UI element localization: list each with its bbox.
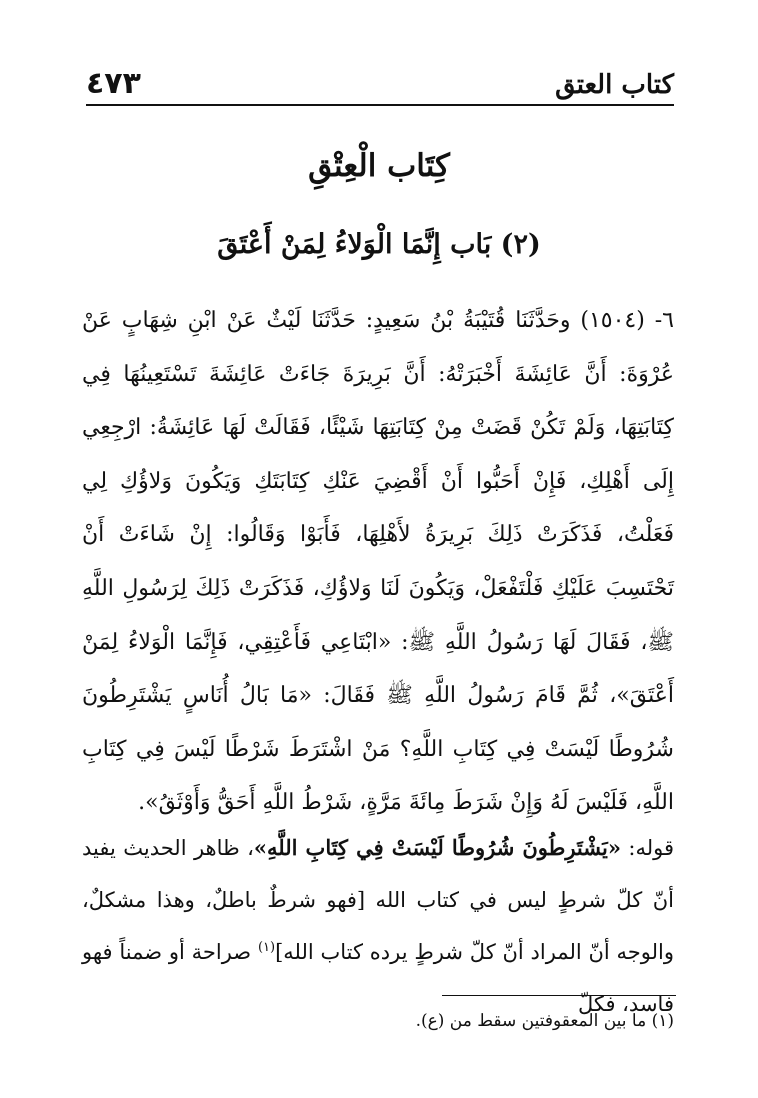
commentary-paragraph xyxy=(82,822,674,1030)
footnote-marker: (١) xyxy=(257,940,276,955)
running-header xyxy=(86,62,674,104)
commentary-text: ، ظاهر الحديث يفيد أنّ كلّ شرطٍ ليس في كتاب الله [فهو شرطٌ باطلٌ، وهذا مشكلٌ، والوجه أنّ المراد أنّ كلّ شرطٍ يرده كتاب الله] xyxy=(82,836,674,964)
commentary-text-continued: صراحة أو ضمناً فهو فاسد، فكلّ xyxy=(82,940,674,1016)
running-title: كتاب العتق xyxy=(555,70,674,100)
hadith-text: ٦- (١٥٠٤) وحَدَّثَنَا قُتَيْبَةُ بْنُ سَعِيدٍ: حَدَّثَنَا لَيْثٌ عَنْ ابْنِ شِهَابٍ عَنْ عُرْوَةَ: أَنَّ عَائِشَةَ أَخْبَرَتْهُ: أَنَّ بَرِيرَةَ جَاءَتْ عَائِشَةَ تَسْتَعِينُهَا فِي كِتَابَتِهَا، وَلَمْ تَكُنْ قَضَتْ مِنْ كِتَابَتِهَا شَيْئًا، فَقَالَتْ لَهَا عَائِشَةُ: ارْجِعِي إِلَى أَهْلِكِ، فَإِنْ أَحَبُّوا أَنْ أَقْضِيَ عَنْكِ كِتَابَتَكِ وَيَكُونَ وَلاؤُكِ لِي فَعَلْتُ، فَذَكَرَتْ ذَلِكَ بَرِيرَةُ لأَهْلِهَا، فَأَبَوْا وَقَالُوا: إِنْ شَاءَتْ أَنْ تَحْتَسِبَ عَلَيْكِ فَلْتَفْعَلْ، وَيَكُونَ لَنَا وَلاؤُكِ، فَذَكَرَتْ ذَلِكَ لِرَسُولِ اللَّهِ ﷺ، فَقَالَ لَهَا رَسُولُ اللَّهِ ﷺ: «ابْتَاعِي فَأَعْتِقِي، فَإِنَّمَا الْوَلاءُ لِمَنْ أَعْتَقَ»، ثُمَّ قَامَ رَسُولُ اللَّهِ ﷺ فَقَالَ: «مَا بَالُ أُنَاسٍ يَشْتَرِطُونَ شُرُوطًا لَيْسَتْ فِي كِتَابِ اللَّهِ؟ مَنْ اشْتَرَطَ شَرْطًا لَيْسَ فِي كِتَابِ اللَّهِ، فَلَيْسَ لَهُ وَإِنْ شَرَطَ مِائَةَ مَرَّةٍ، شَرْطُ اللَّهِ أَحَقُّ وَأَوْثَقُ». xyxy=(82,308,674,816)
header-rule xyxy=(86,104,674,106)
book-title: كِتَاب الْعِتْقِ xyxy=(308,148,450,184)
footnote: (١) ما بين المعقوفتين سقط من (ع). xyxy=(415,1011,674,1031)
footnote-rule xyxy=(442,995,676,996)
page-number: ٤٧٣ xyxy=(86,66,141,101)
commentary-lead: قوله: xyxy=(620,836,674,860)
commentary-quote: «يَشْتَرِطُونَ شُرُوطًا لَيْسَتْ فِي كِتَابِ اللَّهِ» xyxy=(253,835,621,860)
chapter-title: (٢) بَاب إِنَّمَا الْوَلاءُ لِمَنْ أَعْتَقَ xyxy=(217,229,541,260)
